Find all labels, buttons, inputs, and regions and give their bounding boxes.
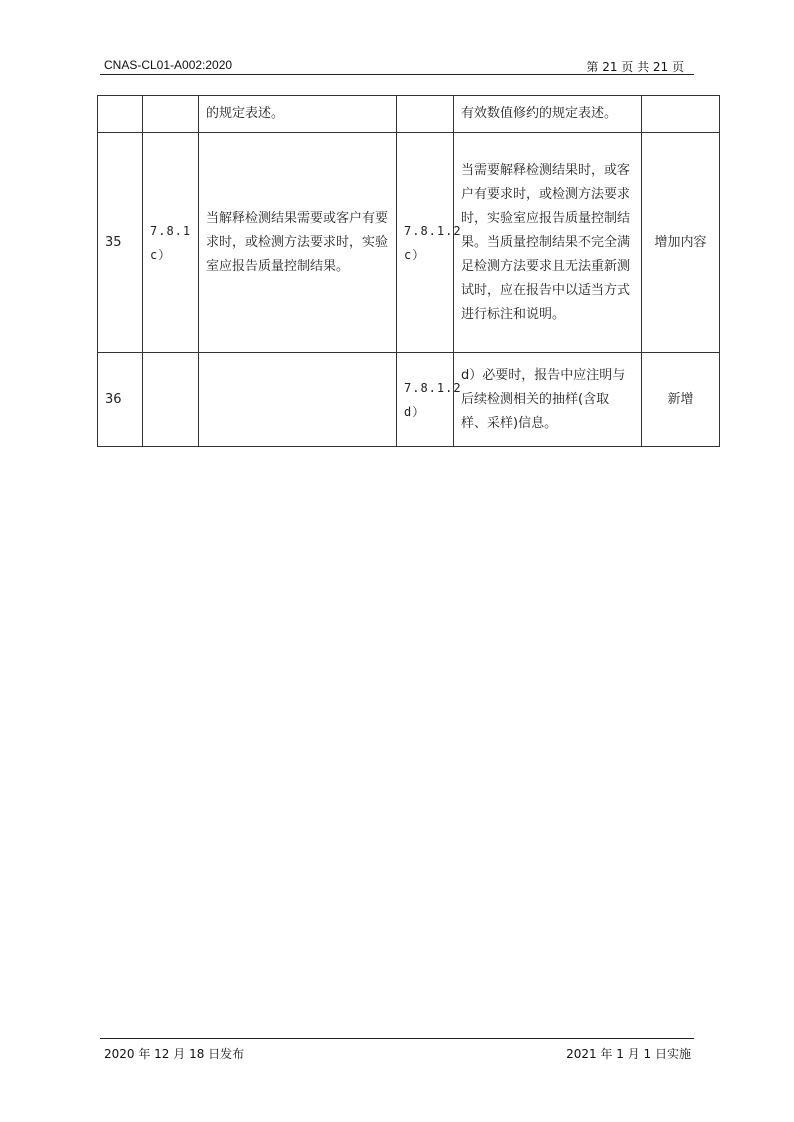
table-row: [98, 96, 720, 133]
table-row: [98, 133, 720, 353]
new-content: d）必要时，报告中应注明与后续检测相关的抽样(含取样、采样)信息。: [454, 353, 642, 447]
old-clause: [143, 96, 199, 133]
change-note: [642, 96, 720, 133]
new-clause: [397, 96, 454, 133]
old-content: 的规定表述。: [199, 96, 397, 133]
new-clause: 7.8.1.2 d）: [397, 353, 454, 447]
header-rule: [100, 74, 694, 75]
page-number: 第 21 页 共 21 页: [586, 60, 684, 74]
row-number: [98, 96, 143, 133]
old-content: [199, 353, 397, 447]
old-clause: [143, 353, 199, 447]
new-content: 当需要解释检测结果时，或客户有要求时，或检测方法要求时，实验室应报告质量控制结果。当质量控制结果不完全满足检测方法要求且无法重新测试时，应在报告中以适当方式进行标注和说明。: [454, 133, 642, 353]
document-code: CNAS-CL01-A002:2020: [104, 58, 233, 72]
old-clause: 7.8.1 c）: [143, 133, 199, 353]
new-content: 有效数值修约的规定表述。: [454, 96, 642, 133]
footer-rule: [100, 1038, 694, 1039]
old-content: 当解释检测结果需要或客户有要求时，或检测方法要求时，实验室应报告质量控制结果。: [199, 133, 397, 353]
new-clause: 7.8.1.2 c）: [397, 133, 454, 353]
row-number: 35: [98, 133, 143, 353]
comparison-table: [97, 95, 720, 447]
effective-date: 2021 年 1 月 1 日实施: [566, 1047, 691, 1061]
row-number: 36: [98, 353, 143, 447]
table-row: [98, 353, 720, 447]
change-note: 新增: [642, 353, 720, 447]
change-note: 增加内容: [642, 133, 720, 353]
issue-date: 2020 年 12 月 18 日发布: [104, 1047, 245, 1061]
